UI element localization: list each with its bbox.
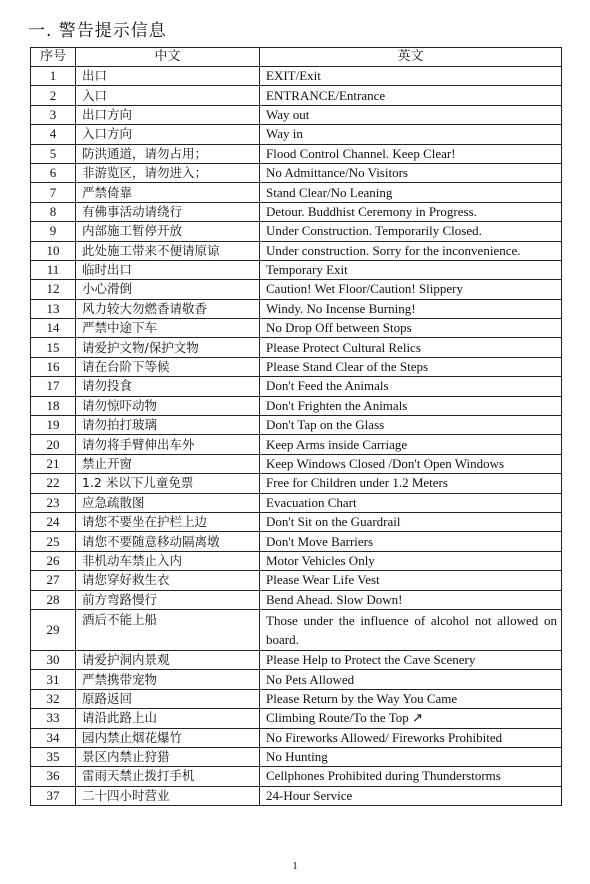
row-chinese: 应急疏散图 xyxy=(76,493,260,512)
row-chinese: 有佛事活动请绕行 xyxy=(76,202,260,221)
row-chinese: 请沿此路上山 xyxy=(76,709,260,728)
column-header-number: 序号 xyxy=(31,48,76,67)
table-row xyxy=(31,338,562,357)
row-chinese: 原路返回 xyxy=(76,689,260,708)
row-number: 32 xyxy=(31,689,76,708)
row-number: 24 xyxy=(31,512,76,531)
row-number: 1 xyxy=(31,67,76,86)
row-chinese: 园内禁止烟花爆竹 xyxy=(76,728,260,747)
row-number: 22 xyxy=(31,474,76,493)
row-chinese: 防洪通道，请勿占用； xyxy=(76,144,260,163)
row-chinese: 请爱护文物/保护文物 xyxy=(76,338,260,357)
table-row xyxy=(31,571,562,590)
row-english: Please Protect Cultural Relics xyxy=(260,338,562,357)
row-number: 13 xyxy=(31,299,76,318)
row-number: 23 xyxy=(31,493,76,512)
row-english: Stand Clear/No Leaning xyxy=(260,183,562,202)
table-row xyxy=(31,650,562,669)
row-english: Windy. No Incense Burning! xyxy=(260,299,562,318)
row-chinese: 雷雨天禁止拨打手机 xyxy=(76,767,260,786)
page-number: 1 xyxy=(292,860,298,872)
table-row xyxy=(31,202,562,221)
row-chinese: 严禁倚靠 xyxy=(76,183,260,202)
row-chinese: 前方弯路慢行 xyxy=(76,590,260,609)
row-english: ENTRANCE/Entrance xyxy=(260,86,562,105)
row-number: 27 xyxy=(31,571,76,590)
row-chinese: 出口 xyxy=(76,67,260,86)
row-english: Don't Frighten the Animals xyxy=(260,396,562,415)
row-english: Don't Tap on the Glass xyxy=(260,416,562,435)
row-number: 15 xyxy=(31,338,76,357)
table-row xyxy=(31,670,562,689)
table-row xyxy=(31,125,562,144)
row-chinese: 景区内禁止狩猎 xyxy=(76,747,260,766)
row-chinese: 请在台阶下等候 xyxy=(76,357,260,376)
table-row xyxy=(31,474,562,493)
column-header-chinese: 中文 xyxy=(76,48,260,67)
table-header-row xyxy=(31,48,562,67)
row-number: 4 xyxy=(31,125,76,144)
row-chinese: 严禁中途下车 xyxy=(76,319,260,338)
sign-translation-table xyxy=(30,47,562,806)
row-chinese: 请您不要随意移动隔离墩 xyxy=(76,532,260,551)
table-row xyxy=(31,786,562,805)
table-row xyxy=(31,280,562,299)
table-row xyxy=(31,435,562,454)
row-chinese: 请勿将手臂伸出车外 xyxy=(76,435,260,454)
table-row xyxy=(31,609,562,650)
row-english: EXIT/Exit xyxy=(260,67,562,86)
row-number: 31 xyxy=(31,670,76,689)
row-number: 35 xyxy=(31,747,76,766)
row-chinese: 1.2 米以下儿童免票 xyxy=(76,474,260,493)
row-number: 34 xyxy=(31,728,76,747)
row-chinese: 非机动车禁止入内 xyxy=(76,551,260,570)
row-english: Under Construction. Temporarily Closed. xyxy=(260,222,562,241)
row-english: Free for Children under 1.2 Meters xyxy=(260,474,562,493)
row-english: Don't Feed the Animals xyxy=(260,377,562,396)
row-english: Please Stand Clear of the Steps xyxy=(260,357,562,376)
table-row xyxy=(31,532,562,551)
row-number: 7 xyxy=(31,183,76,202)
row-chinese: 小心滑倒 xyxy=(76,280,260,299)
table-row xyxy=(31,299,562,318)
table-row xyxy=(31,590,562,609)
row-english: Bend Ahead. Slow Down! xyxy=(260,590,562,609)
row-english: No Fireworks Allowed/ Fireworks Prohibited xyxy=(260,728,562,747)
row-chinese: 此处施工带来不便请原谅 xyxy=(76,241,260,260)
table-row xyxy=(31,67,562,86)
row-number: 33 xyxy=(31,709,76,728)
row-chinese: 内部施工暂停开放 xyxy=(76,222,260,241)
row-number: 16 xyxy=(31,357,76,376)
row-chinese: 禁止开窗 xyxy=(76,454,260,473)
row-english: No Drop Off between Stops xyxy=(260,319,562,338)
table-row xyxy=(31,454,562,473)
row-english: Motor Vehicles Only xyxy=(260,551,562,570)
row-english: Detour. Buddhist Ceremony in Progress. xyxy=(260,202,562,221)
row-number: 26 xyxy=(31,551,76,570)
table-row xyxy=(31,709,562,728)
table-row xyxy=(31,396,562,415)
table-row xyxy=(31,728,562,747)
row-number: 3 xyxy=(31,105,76,124)
table-row xyxy=(31,689,562,708)
row-chinese: 严禁携带宠物 xyxy=(76,670,260,689)
row-number: 2 xyxy=(31,86,76,105)
row-english: Keep Windows Closed /Don't Open Windows xyxy=(260,454,562,473)
row-english: Those under the influence of alcohol not allowed on board. xyxy=(260,609,562,650)
table-row xyxy=(31,551,562,570)
row-chinese: 请勿惊吓动物 xyxy=(76,396,260,415)
row-english: Cellphones Prohibited during Thunderstorms xyxy=(260,767,562,786)
row-number: 18 xyxy=(31,396,76,415)
row-chinese: 出口方向 xyxy=(76,105,260,124)
row-english: Don't Sit on the Guardrail xyxy=(260,512,562,531)
row-number: 30 xyxy=(31,650,76,669)
row-number: 20 xyxy=(31,435,76,454)
table-row xyxy=(31,493,562,512)
row-english: Don't Move Barriers xyxy=(260,532,562,551)
row-number: 36 xyxy=(31,767,76,786)
row-number: 21 xyxy=(31,454,76,473)
row-chinese: 临时出口 xyxy=(76,260,260,279)
row-chinese: 请您穿好救生衣 xyxy=(76,571,260,590)
row-chinese: 请勿投食 xyxy=(76,377,260,396)
row-number: 37 xyxy=(31,786,76,805)
row-english: Caution! Wet Floor/Caution! Slippery xyxy=(260,280,562,299)
table-row xyxy=(31,86,562,105)
row-number: 29 xyxy=(31,609,76,650)
row-english: Flood Control Channel. Keep Clear! xyxy=(260,144,562,163)
row-english: Way out xyxy=(260,105,562,124)
table-row xyxy=(31,144,562,163)
table-row xyxy=(31,163,562,182)
row-number: 8 xyxy=(31,202,76,221)
row-english: Please Help to Protect the Cave Scenery xyxy=(260,650,562,669)
row-english: 24-Hour Service xyxy=(260,786,562,805)
table-row xyxy=(31,260,562,279)
row-english: No Admittance/No Visitors xyxy=(260,163,562,182)
row-chinese: 风力较大勿燃香请敬香 xyxy=(76,299,260,318)
row-number: 19 xyxy=(31,416,76,435)
row-chinese: 请勿拍打玻璃 xyxy=(76,416,260,435)
table-row xyxy=(31,222,562,241)
row-english: Keep Arms inside Carriage xyxy=(260,435,562,454)
row-english: Please Return by the Way You Came xyxy=(260,689,562,708)
row-english: Temporary Exit xyxy=(260,260,562,279)
row-chinese: 请您不要坐在护栏上边 xyxy=(76,512,260,531)
table-row xyxy=(31,512,562,531)
table-row xyxy=(31,183,562,202)
table-row xyxy=(31,241,562,260)
table-row xyxy=(31,377,562,396)
row-english: Please Wear Life Vest xyxy=(260,571,562,590)
table-body xyxy=(31,67,562,806)
row-chinese: 入口 xyxy=(76,86,260,105)
row-english: No Pets Allowed xyxy=(260,670,562,689)
row-chinese: 酒后不能上船 xyxy=(76,609,260,650)
table-row xyxy=(31,767,562,786)
row-english: No Hunting xyxy=(260,747,562,766)
table-row xyxy=(31,747,562,766)
row-number: 9 xyxy=(31,222,76,241)
section-title: 一. 警告提示信息 xyxy=(28,21,167,41)
row-english: Evacuation Chart xyxy=(260,493,562,512)
row-chinese: 入口方向 xyxy=(76,125,260,144)
row-english: Climbing Route/To the Top ↗ xyxy=(260,709,562,728)
row-number: 5 xyxy=(31,144,76,163)
row-number: 14 xyxy=(31,319,76,338)
table-row xyxy=(31,357,562,376)
row-number: 12 xyxy=(31,280,76,299)
row-number: 6 xyxy=(31,163,76,182)
row-number: 25 xyxy=(31,532,76,551)
table-row xyxy=(31,319,562,338)
row-number: 10 xyxy=(31,241,76,260)
row-number: 11 xyxy=(31,260,76,279)
table-row xyxy=(31,105,562,124)
row-chinese: 请爱护洞内景观 xyxy=(76,650,260,669)
row-chinese: 非游览区，请勿进入； xyxy=(76,163,260,182)
row-chinese: 二十四小时营业 xyxy=(76,786,260,805)
row-english: Way in xyxy=(260,125,562,144)
table-row xyxy=(31,416,562,435)
row-number: 28 xyxy=(31,590,76,609)
column-header-english: 英文 xyxy=(260,48,562,67)
row-number: 17 xyxy=(31,377,76,396)
row-english: Under construction. Sorry for the inconvenience. xyxy=(260,241,562,260)
